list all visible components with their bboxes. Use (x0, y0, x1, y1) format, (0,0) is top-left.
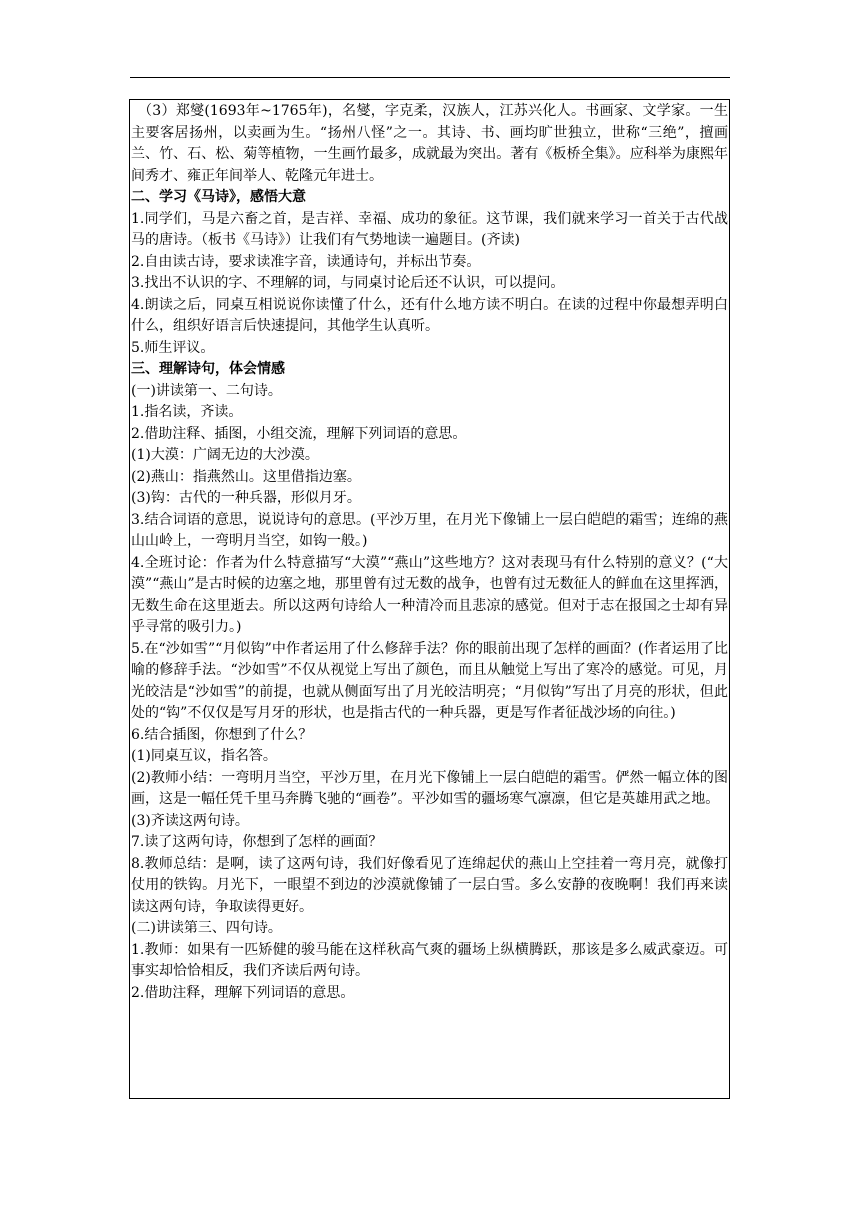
paragraph: 3.结合词语的意思，说说诗句的意思。(平沙万里，在月光下像铺上一层白皑皑的霜雪；连绵的燕山山岭上，一弯明月当空，如钩一般。) (131, 511, 728, 549)
paragraph: 2.自由读古诗，要求读准字音，读通诗句，并标出节奏。 (131, 253, 481, 270)
section-heading: 三、理解诗句，体会情感 (131, 361, 285, 377)
paragraph: 5.师生评议。 (131, 339, 215, 356)
paragraph: 4.朗读之后，同桌互相说说你读懂了什么，还有什么地方读不明白。在读的过程中你最想弄明白什么，组织好语言后快速提问，其他学生认真听。 (131, 296, 728, 334)
paragraph: (二)讲读第三、四句诗。 (131, 920, 282, 936)
paragraph: （3）郑燮(1693年~1765年)，名燮，字克柔，汉族人，江苏兴化人。书画家、文学家。一生主要客居扬州，以卖画为生。“扬州八怪”之一。其诗、书、画均旷世独立，世称“三绝”，擅画兰、竹、石、松、菊等植物，一生画竹最多，成就最为突出。著有《板桥全集》。应科举为康熙年间秀才、雍正年间举人、乾隆元年进士。 (131, 103, 728, 184)
paragraph: 2.借助注释，理解下列词语的意思。 (131, 984, 355, 1001)
paragraph: (3)钩：古代的一种兵器，形似月牙。 (131, 490, 361, 506)
paragraph: (3)齐读这两句诗。 (131, 812, 249, 829)
paragraph: 3.找出不认识的字、不理解的词，与同桌讨论后还不认识，可以提问。 (131, 275, 565, 291)
paragraph: 6.结合插图，你想到了什么？ (131, 726, 313, 743)
paragraph: 2.借助注释、插图，小组交流，理解下列词语的意思。 (131, 425, 467, 442)
paragraph: 4.全班讨论：作者为什么特意描写“大漠”“燕山”这些地方？这对表现马有什么特别的意义？(“大漠”“燕山”是古时候的边塞之地，那里曾有过无数的战争，也曾有过无数征人的鲜血在这里挥洒，无数生命在这里逝去。所以这两句诗给人一种清冷而且悲凉的感觉。但对于志在报国之士却有异乎寻常的吸引力。) (131, 554, 728, 635)
paragraph: 8.教师总结：是啊，读了这两句诗，我们好像看见了连绵起伏的燕山上空挂着一弯月亮，就像打仗用的铁钩。月光下，一眼望不到边的沙漠就像铺了一层白雪。多么安静的夜晚啊！我们再来读读这两句诗，争取读得更好。 (131, 855, 728, 915)
section-heading: 二、学习《马诗》，感悟大意 (131, 189, 306, 205)
lesson-content-box (129, 99, 730, 1099)
paragraph: 1.指名读，齐读。 (131, 404, 243, 420)
paragraph: (2)教师小结：一弯明月当空，平沙万里，在月光下像铺上一层白皑皑的霜雪。俨然一幅立体的图画，这是一幅任凭千里马奔腾飞驰的“画卷”。平沙如雪的疆场寒气凛凛，但它是英雄用武之地。 (131, 769, 728, 807)
paragraph: (1)同桌互议，指名答。 (131, 748, 277, 764)
paragraph: 5.在“沙如雪”“月似钩”中作者运用了什么修辞手法？你的眼前出现了怎样的画面？(作者运用了比喻的修辞手法。“沙如雪”不仅从视觉上写出了颜色，而且从触觉上写出了寒冷的感觉。可见，月光皎洁是“沙如雪”的前提，也就从侧面写出了月光皎洁明亮；“月似钩”写出了月亮的形状，但此处的“钩”不仅仅是写月牙的形状，也是指古代的一种兵器，更是写作者征战沙场的向往。) (131, 640, 728, 721)
paragraph: (2)燕山：指燕然山。这里借指边塞。 (131, 468, 361, 485)
header-rule (130, 77, 730, 78)
paragraph: 1.教师：如果有一匹矫健的骏马能在这样秋高气爽的疆场上纵横腾跃，那该是多么威武豪迈。可事实却恰恰相反，我们齐读后两句诗。 (131, 941, 728, 979)
paragraph: 1.同学们，马是六畜之首，是吉祥、幸福、成功的象征。这节课，我们就来学习一首关于古代战马的唐诗。（板书《马诗》）让我们有气势地读一遍题目。(齐读) (131, 210, 728, 248)
paragraph: (一)讲读第一、二句诗。 (131, 382, 282, 399)
paragraph: (1)大漠：广阔无边的大沙漠。 (131, 447, 319, 463)
paragraph: 7.读了这两句诗，你想到了怎样的画面？ (131, 834, 383, 850)
